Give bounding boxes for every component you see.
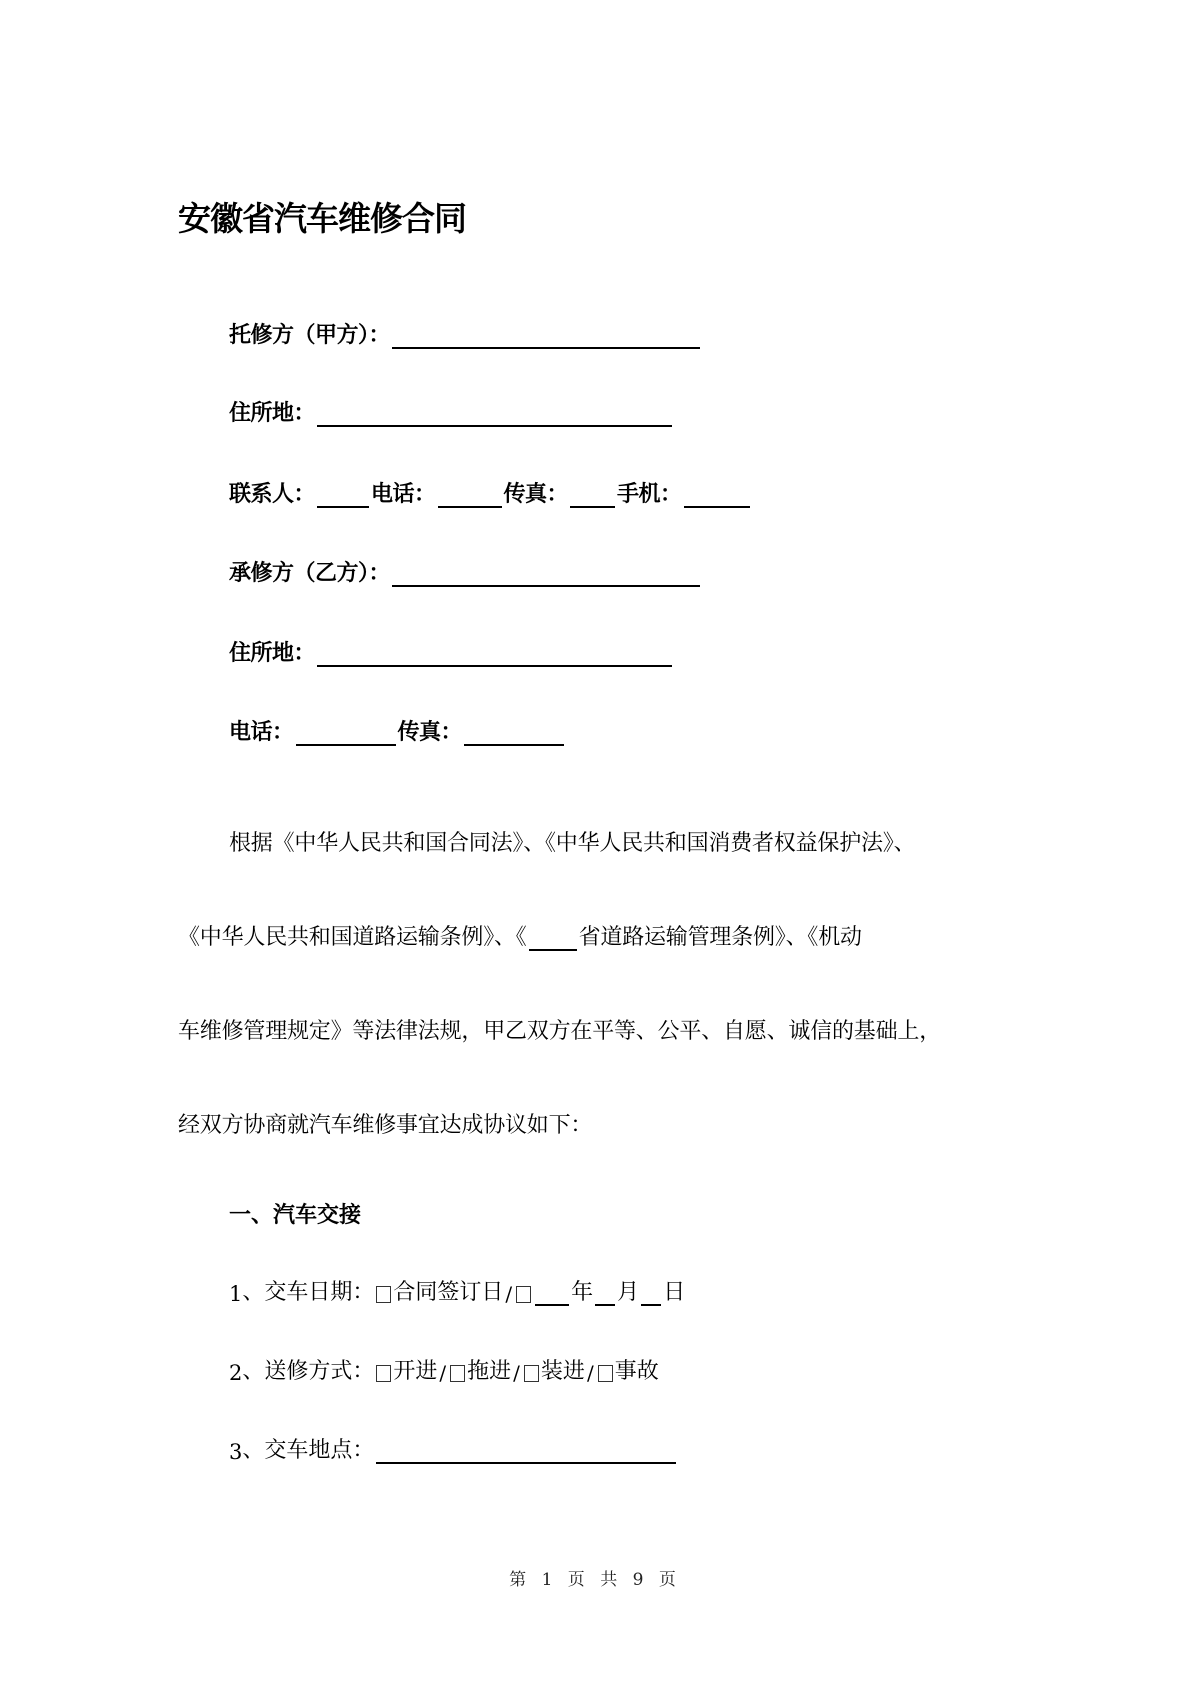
item-number: 3: [229, 1440, 243, 1464]
page-footer: 第 1 页 共 9 页: [509, 1570, 681, 1590]
handover-date-label: 、交车日期：: [242, 1280, 375, 1305]
party-a-address-blank[interactable]: [317, 403, 672, 427]
preamble-line-1: 根据《中华人民共和国合同法》、《中华人民共和国消费者权益保护法》、: [229, 831, 916, 856]
delivery-method-label: 、送修方式：: [242, 1359, 375, 1384]
party-b-address-row: [229, 636, 674, 667]
party-a-address-label: 住所地：: [229, 401, 316, 426]
option-drive-in: 开进: [393, 1359, 438, 1384]
option-accident: 事故: [614, 1359, 659, 1384]
party-a-phone-label: 电话：: [371, 482, 436, 507]
handover-location-label: 、交车地点：: [242, 1438, 375, 1463]
handover-date-item: [229, 1275, 685, 1306]
party-b-address-label: 住所地：: [229, 641, 316, 666]
party-a-phone-blank[interactable]: [438, 484, 502, 508]
checkbox-contract-date[interactable]: [376, 1286, 391, 1303]
party-a-name-blank[interactable]: [392, 325, 700, 349]
checkbox-specific-date[interactable]: [516, 1286, 531, 1303]
party-b-row: [229, 556, 702, 587]
item-number: 1: [229, 1282, 243, 1306]
document-title: 安徽省汽车维修合同: [178, 199, 466, 238]
party-a-contact-row: [229, 477, 752, 508]
preamble-line-3: 车维修管理规定》等法律法规，甲乙双方在平等、公平、自愿、诚信的基础上，: [178, 1019, 942, 1044]
separator: /: [513, 1361, 520, 1385]
contact-label: 联系人：: [229, 482, 316, 507]
option-contract-date: 合同签订日: [393, 1280, 504, 1305]
preamble-line-2: [178, 920, 862, 951]
year-label: 年: [571, 1280, 594, 1305]
separator: /: [586, 1361, 594, 1385]
checkbox-accident[interactable]: [598, 1365, 613, 1382]
party-a-label: 托修方（甲方）：: [229, 323, 391, 348]
party-b-phone-row: [229, 715, 566, 746]
party-a-fax-label: 传真：: [503, 482, 569, 507]
day-blank[interactable]: [641, 1282, 661, 1306]
handover-location-item: [229, 1433, 678, 1464]
checkbox-load-in[interactable]: [524, 1365, 539, 1382]
option-tow-in: 拖进: [467, 1359, 512, 1384]
separator: /: [439, 1361, 447, 1385]
party-b-phone-label: 电话：: [229, 720, 294, 745]
checkbox-tow-in[interactable]: [450, 1365, 465, 1382]
party-b-phone-blank[interactable]: [296, 722, 396, 746]
mobile-label: 手机：: [617, 482, 682, 507]
party-b-address-blank[interactable]: [317, 643, 672, 667]
province-blank[interactable]: [529, 927, 577, 951]
delivery-method-item: [229, 1354, 659, 1385]
year-blank[interactable]: [535, 1282, 569, 1306]
party-a-address-row: [229, 396, 674, 427]
party-b-label: 承修方（乙方）：: [229, 561, 391, 586]
checkbox-drive-in[interactable]: [376, 1365, 391, 1382]
party-b-fax-label: 传真：: [397, 720, 463, 745]
month-blank[interactable]: [595, 1282, 615, 1306]
month-label: 月: [617, 1280, 640, 1305]
party-a-row: [229, 318, 702, 349]
contact-blank[interactable]: [317, 484, 369, 508]
party-b-name-blank[interactable]: [392, 563, 700, 587]
preamble-line-4: 经双方协商就汽车维修事宜达成协议如下：: [178, 1113, 593, 1138]
preamble-line-2a: 《中华人民共和国道路运输条例》、《: [178, 925, 527, 950]
separator: /: [505, 1282, 513, 1306]
party-b-fax-blank[interactable]: [464, 722, 564, 746]
item-number: 2: [229, 1361, 243, 1385]
handover-location-blank[interactable]: [376, 1440, 676, 1464]
mobile-blank[interactable]: [684, 484, 750, 508]
party-a-fax-blank[interactable]: [570, 484, 615, 508]
section-heading-vehicle-handover: 一、汽车交接: [229, 1203, 362, 1228]
option-load-in: 装进: [540, 1359, 585, 1384]
day-label: 日: [663, 1280, 686, 1305]
preamble-line-2b: 省道路运输管理条例》、《机动: [578, 925, 862, 950]
